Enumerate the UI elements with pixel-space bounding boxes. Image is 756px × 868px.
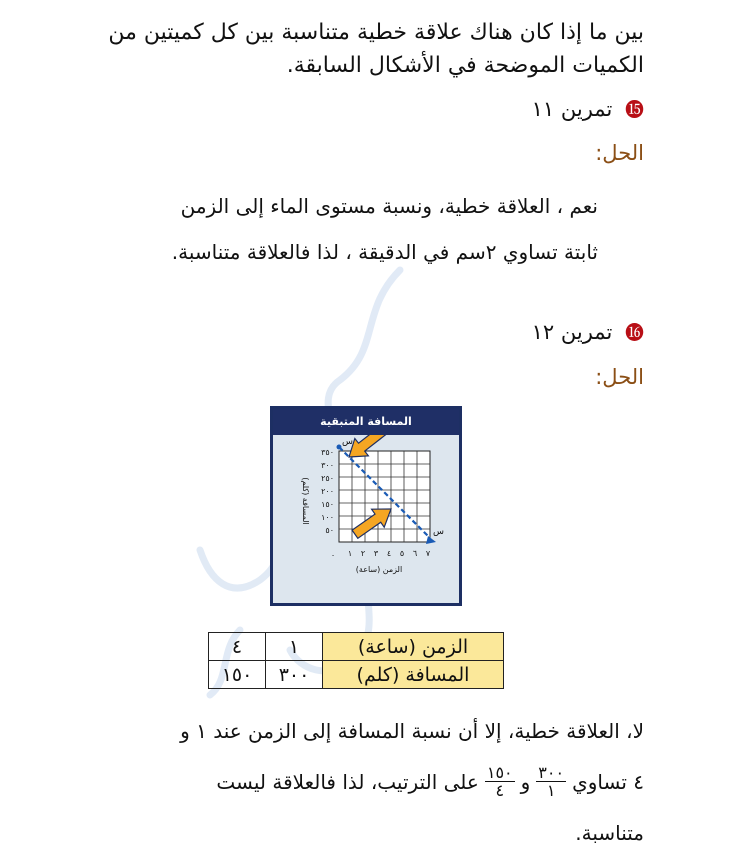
answer-2-line3: متناسبة. [575, 821, 644, 845]
answer-2-line1: لا، العلاقة خطية، إلا أن نسبة المسافة إلى الزمن عند ١ و [180, 719, 644, 743]
point-mark: س [342, 437, 353, 447]
answer-1 [38, 183, 598, 275]
y-tick-label: ٢٠٠ [321, 487, 334, 496]
exercise-number-badge: ⓰ [624, 322, 644, 344]
x-tick-label: ٤ [386, 549, 392, 558]
conjunction: و [520, 769, 531, 794]
table-row [209, 661, 504, 689]
x-tick-label: ٦ [412, 549, 418, 558]
point-mark: س [433, 527, 444, 537]
answer-1-line2: ثابتة تساوي ٢سم في الدقيقة ، لذا فالعلاقة متناسبة. [171, 240, 598, 264]
exercise-15-heading [532, 95, 644, 122]
exercise-label: تمرين ١١ [531, 97, 613, 121]
y-tick-label: ٣٠٠ [321, 461, 334, 470]
x-tick-label: ٣ [373, 549, 379, 558]
fraction-300-1 [536, 764, 566, 799]
chart-grid-background [339, 451, 430, 542]
distance-chart [270, 406, 462, 606]
answer-2-line2 [24, 764, 644, 799]
intro-paragraph: بين ما إذا كان هناك علاقة خطية متناسبة بين كل كميتين من الكميات الموضحة في الأشكال السابقة. [108, 20, 644, 78]
exercise-16-heading [532, 318, 644, 345]
table-header-distance: المسافة (كلم) [323, 661, 504, 689]
table-cell: ٣٠٠ [266, 661, 323, 689]
y-tick-label: ٢٥٠ [321, 474, 334, 483]
table-row [209, 633, 504, 661]
y-tick-label: ٣٥٠ [321, 448, 334, 457]
fraction-denominator: ٤ [495, 781, 505, 800]
x-tick-label: ١ [347, 549, 353, 558]
x-tick-label: ٧ [425, 549, 431, 558]
table-cell: ١٥٠ [209, 661, 266, 689]
data-table [208, 632, 504, 689]
fraction-150-4 [485, 764, 515, 799]
table-header-time: الزمن (ساعة) [323, 633, 504, 661]
y-tick-label: ١٥٠ [321, 500, 334, 509]
y-tick-label: ٥٠ [325, 526, 334, 535]
table-cell: ٤ [209, 633, 266, 661]
y-axis-label: المسافة (كلم) [301, 477, 310, 525]
answer-1-line1: نعم ، العلاقة خطية، ونسبة مستوى الماء إلى الزمن [180, 194, 598, 218]
fraction-numerator: ١٥٠ [486, 763, 513, 782]
answer-2 [24, 716, 644, 845]
chart-title: المسافة المتبقية [273, 409, 459, 435]
y-tick-label: ١٠٠ [321, 513, 334, 522]
table-cell: ١ [266, 633, 323, 661]
exercise-label: تمرين ١٢ [531, 320, 613, 344]
solution-label: الحل: [595, 141, 644, 165]
solution-label: الحل: [595, 365, 644, 389]
answer-2-text-b: على الترتيب، لذا فالعلاقة ليست [216, 769, 479, 794]
data-point [337, 445, 342, 450]
exercise-number-badge: ⓯ [624, 99, 644, 121]
origin-label: ٠ [330, 551, 336, 560]
x-tick-label: ٢ [360, 549, 366, 558]
chart-plot [273, 435, 459, 603]
x-tick-label: ٥ [399, 549, 405, 558]
answer-2-text-a: ٤ تساوي [572, 769, 644, 794]
fraction-denominator: ١ [546, 781, 556, 800]
fraction-numerator: ٣٠٠ [538, 763, 565, 782]
x-axis-label: الزمن (ساعة) [355, 565, 403, 574]
